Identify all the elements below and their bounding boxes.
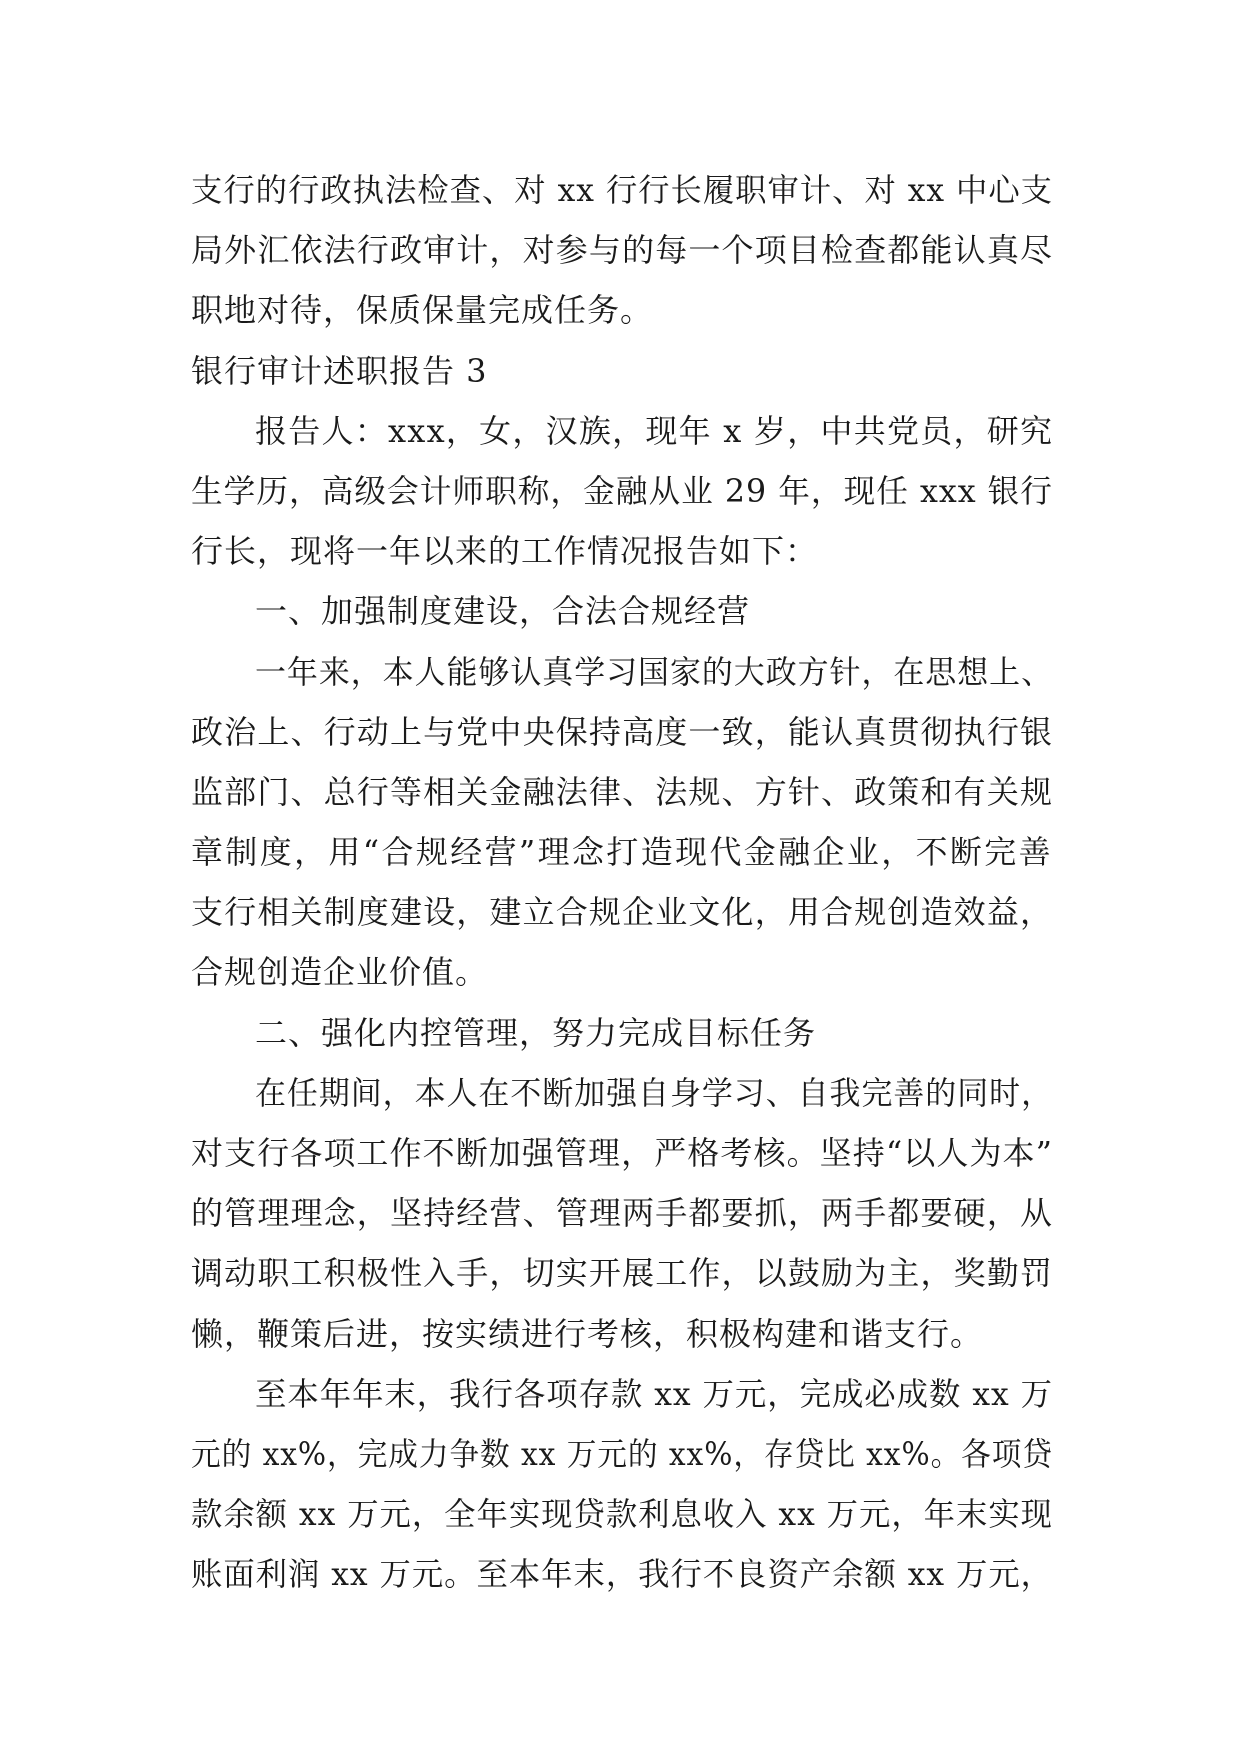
text-line — [191, 280, 1053, 340]
text-line-content: 章制度，用“合规经营”理念打造现代金融企业，不断完善 — [191, 833, 1053, 872]
text-line — [191, 160, 1053, 220]
text-line-content: 懒，鞭策后进，按实绩进行考核，积极构建和谐支行。 — [191, 1314, 984, 1353]
text-line-content: 银行审计述职报告 3 — [191, 351, 488, 390]
text-line-content: 支行的行政执法检查、对 xx 行行长履职审计、对 xx 中心支 — [191, 171, 1053, 209]
text-line-content: 行长，现将一年以来的工作情况报告如下： — [191, 532, 819, 571]
text-line — [191, 942, 1053, 1002]
text-line — [191, 1063, 1053, 1123]
text-line-content: 监部门、总行等相关金融法律、法规、方针、政策和有关规 — [191, 772, 1054, 811]
text-line — [191, 1123, 1053, 1183]
body-text — [191, 160, 1053, 1605]
text-line — [191, 581, 1053, 641]
text-line-content: 对支行各项工作不断加强管理，严格考核。坚持“以人为本” — [191, 1134, 1054, 1172]
text-line-content: 报告人：xxx，女，汉族，现年 x 岁，中共党员，研究 — [255, 411, 1054, 450]
text-line-content: 二、强化内控管理，努力完成目标任务 — [255, 1013, 817, 1052]
text-line — [191, 1484, 1053, 1544]
text-line-content: 局外汇依法行政审计，对参与的每一个项目检查都能认真尽 — [191, 231, 1054, 270]
text-line-content: 至本年年末，我行各项存款 xx 万元，完成必成数 xx 万 — [255, 1374, 1053, 1413]
text-line — [191, 461, 1053, 521]
text-line — [191, 1544, 1053, 1604]
text-line-content: 调动职工积极性入手，切实开展工作，以鼓励为主，奖勤罚 — [191, 1254, 1054, 1293]
text-line — [191, 702, 1053, 762]
text-line — [191, 1424, 1053, 1484]
text-line — [191, 882, 1053, 942]
text-line — [191, 1183, 1053, 1243]
text-line-content: 账面利润 xx 万元。至本年末，我行不良资产余额 xx 万元， — [191, 1555, 1053, 1594]
text-line — [191, 822, 1053, 882]
text-line-content: 合规创造企业价值。 — [191, 953, 489, 992]
text-line-content: 在任期间，本人在不断加强自身学习、自我完善的同时， — [255, 1073, 1053, 1112]
text-line-content: 生学历，高级会计师职称，金融从业 29 年，现任 xxx 银行 — [191, 471, 1053, 510]
text-line-content: 支行相关制度建设，建立合规企业文化，用合规创造效益， — [191, 893, 1054, 932]
text-line — [191, 341, 1053, 401]
text-line-content: 一年来，本人能够认真学习国家的大政方针，在思想上、 — [255, 652, 1053, 691]
text-line — [191, 220, 1053, 280]
text-line — [191, 1243, 1053, 1303]
text-line-content: 款余额 xx 万元，全年实现贷款利息收入 xx 万元，年末实现 — [191, 1495, 1053, 1534]
text-line — [191, 1364, 1053, 1424]
text-line — [191, 762, 1053, 822]
text-line — [191, 642, 1053, 702]
text-line — [191, 1003, 1053, 1063]
text-line-content: 的管理理念，坚持经营、管理两手都要抓，两手都要硬，从 — [191, 1194, 1054, 1233]
text-line-content: 职地对待，保质保量完成任务。 — [191, 291, 654, 330]
text-line-content: 政治上、行动上与党中央保持高度一致，能认真贯彻执行银 — [191, 712, 1054, 751]
text-line — [191, 401, 1053, 461]
text-line — [191, 521, 1053, 581]
text-line-content: 一、加强制度建设，合法合规经营 — [255, 592, 751, 631]
text-line — [191, 1304, 1053, 1364]
text-line-content: 元的 xx%，完成力争数 xx 万元的 xx%，存贷比 xx%。各项贷 — [191, 1434, 1053, 1473]
